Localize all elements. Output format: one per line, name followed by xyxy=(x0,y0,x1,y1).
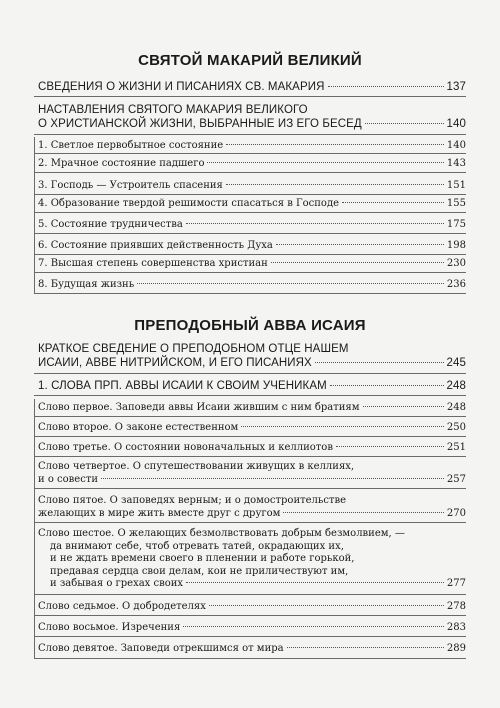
entry-title: 4. Образование твердой решимости спасаться в Господе xyxy=(38,198,340,209)
leader-dots xyxy=(209,605,444,606)
page-number: 248 xyxy=(446,380,466,392)
toc-entry xyxy=(38,103,466,131)
toc-entry xyxy=(38,494,466,520)
page-number: 151 xyxy=(446,180,466,191)
toc-entry xyxy=(38,257,466,270)
page-number: 198 xyxy=(446,240,466,251)
leader-dots xyxy=(365,123,444,124)
entry-rule xyxy=(34,615,466,616)
page-number: 251 xyxy=(446,442,466,453)
page-number: 248 xyxy=(446,402,466,413)
toc-entry xyxy=(38,600,466,613)
entry-title: 3. Господь — Устроитель спасения xyxy=(38,180,223,191)
entry-title-cont: и о совести xyxy=(38,474,99,485)
entry-title: Слово первое. Заповеди аввы Исаии жившим с ним братиям xyxy=(38,402,360,413)
leader-dots xyxy=(315,362,444,363)
entry-rule xyxy=(34,658,466,659)
leader-dots xyxy=(101,478,444,479)
page-number: 278 xyxy=(446,601,466,612)
entry-title: 2. Мрачное состояние падшего xyxy=(38,158,205,169)
entry-rule xyxy=(34,254,466,255)
leader-dots xyxy=(226,144,444,145)
entry-rule xyxy=(34,153,466,154)
entry-rule xyxy=(34,272,466,273)
entry-rule xyxy=(34,96,466,97)
entry-title-cont: О ХРИСТИАНСКОЙ ЖИЗНИ, ВЫБРАННЫЕ ИЗ ЕГО БЕСЕД xyxy=(38,118,362,130)
entry-title: Слово девятое. Заповеди отрекшимся от мира xyxy=(38,643,284,654)
entry-rule xyxy=(34,172,466,173)
entry-title: Слово второе. О законе естественном xyxy=(38,422,239,433)
page-number: 245 xyxy=(446,357,466,369)
entry-title: 5. Состояние трудничества xyxy=(38,219,183,230)
entry-title-cont: да внимают себе, чтоб отревать татей, окрадающих их, xyxy=(50,540,344,552)
page-number: 175 xyxy=(446,219,466,230)
entry-title: СВЕДЕНИЯ О ЖИЗНИ И ПИСАНИЯХ СВ. МАКАРИЯ xyxy=(38,81,325,93)
page-number: 137 xyxy=(446,81,466,93)
entry-rule xyxy=(34,194,466,195)
entry-title: КРАТКОЕ СВЕДЕНИЕ О ПРЕПОДОБНОМ ОТЦЕ НАШЕМ xyxy=(38,343,349,355)
leader-dots xyxy=(330,385,444,386)
toc-entry xyxy=(38,528,466,591)
page-number: 289 xyxy=(446,643,466,654)
leader-dots xyxy=(283,512,444,513)
toc-entry xyxy=(38,460,466,486)
entry-title: 1. СЛОВА ПРП. АВВЫ ИСАИИ К СВОИМ УЧЕНИКАМ xyxy=(38,380,327,392)
toc-entry xyxy=(38,179,466,192)
entry-rule xyxy=(34,233,466,234)
entry-rule xyxy=(34,636,466,637)
entry-rule xyxy=(34,436,466,437)
section-title-isaiya: ПРЕПОДОБНЫЙ АВВА ИСАИЯ xyxy=(134,317,366,334)
entry-bar xyxy=(34,137,35,293)
entry-rule xyxy=(34,456,466,457)
entry-title: Слово седьмое. О добродетелях xyxy=(38,601,206,612)
toc-entry xyxy=(38,342,466,370)
entry-title-cont: ИСАИИ, АВВЕ НИТРИЙСКОМ, И ЕГО ПИСАНИЯХ xyxy=(38,357,312,369)
entry-rule xyxy=(34,594,466,595)
entry-title: Слово пятое. О заповедях верным; и о домостроительстве xyxy=(38,495,347,506)
leader-dots xyxy=(328,86,444,87)
leader-dots xyxy=(276,244,444,245)
page-number: 143 xyxy=(446,158,466,169)
page-number: 277 xyxy=(446,578,466,589)
toc-entry xyxy=(38,278,466,291)
entry-title: 1. Светлое первобытное состояние xyxy=(38,140,224,151)
toc-entry xyxy=(38,379,466,393)
entry-rule xyxy=(34,293,466,294)
page-number: 270 xyxy=(446,508,466,519)
leader-dots xyxy=(186,582,444,583)
entry-title: Слово четвертое. О спутешествовании живущих в келлиях, xyxy=(38,461,355,472)
section-title-makariy: СВЯТОЙ МАКАРИЙ ВЕЛИКИЙ xyxy=(138,52,362,69)
leader-dots xyxy=(137,283,444,284)
toc-entry xyxy=(38,197,466,210)
toc-entry xyxy=(38,642,466,655)
toc-entry xyxy=(38,80,466,94)
page-number: 140 xyxy=(446,140,466,151)
entry-rule xyxy=(34,395,466,396)
toc-entry xyxy=(38,139,466,152)
entry-title: Слово третье. О состоянии новоначальных и келлиотов xyxy=(38,442,333,453)
leader-dots xyxy=(342,202,444,203)
leader-dots xyxy=(336,446,444,447)
entry-title-cont: и забывая о грехах своих xyxy=(50,578,184,589)
page-number: 140 xyxy=(446,118,466,130)
toc-entry xyxy=(38,239,466,252)
leader-dots xyxy=(271,262,444,263)
entry-title: 8. Будущая жизнь xyxy=(38,279,135,290)
leader-dots xyxy=(226,184,444,185)
entry-rule xyxy=(34,134,466,135)
entry-title: 7. Высшая степень совершенства христиан xyxy=(38,258,268,269)
entry-title: НАСТАВЛЕНИЯ СВЯТОГО МАКАРИЯ ВЕЛИКОГО xyxy=(38,104,308,116)
page-number: 236 xyxy=(446,279,466,290)
entry-rule xyxy=(34,416,466,417)
leader-dots xyxy=(363,406,444,407)
toc-entry xyxy=(38,218,466,231)
leader-dots xyxy=(183,626,444,627)
leader-dots xyxy=(287,647,444,648)
entry-title: Слово шестое. О желающих безмолвствовать добрым безмолвием, — xyxy=(38,528,405,539)
page-number: 250 xyxy=(446,422,466,433)
toc-entry xyxy=(38,401,466,414)
entry-title-cont: и не ждать времени своего в пленении и работе горькой, xyxy=(50,553,355,564)
entry-title-cont: предавая сердца свои делам, кои не приличествуют им, xyxy=(50,565,349,577)
page-number: 155 xyxy=(446,198,466,209)
entry-rule xyxy=(34,522,466,523)
entry-rule xyxy=(34,212,466,213)
leader-dots xyxy=(186,223,444,224)
entry-title: 6. Состояние приявших действенность Духа xyxy=(38,240,273,251)
entry-rule xyxy=(34,488,466,489)
toc-entry xyxy=(38,621,466,634)
leader-dots xyxy=(207,162,443,163)
leader-dots xyxy=(241,426,444,427)
page-number: 257 xyxy=(446,474,466,485)
page-number: 230 xyxy=(446,258,466,269)
entry-bar xyxy=(34,399,35,658)
page-number: 283 xyxy=(446,622,466,633)
entry-rule xyxy=(34,373,466,374)
entry-title: Слово восьмое. Изречения xyxy=(38,622,181,633)
toc-entry xyxy=(38,421,466,434)
toc-entry xyxy=(38,157,466,170)
entry-title-cont: желающих в мире жить вместе друг с другом xyxy=(38,508,281,519)
toc-entry xyxy=(38,441,466,454)
